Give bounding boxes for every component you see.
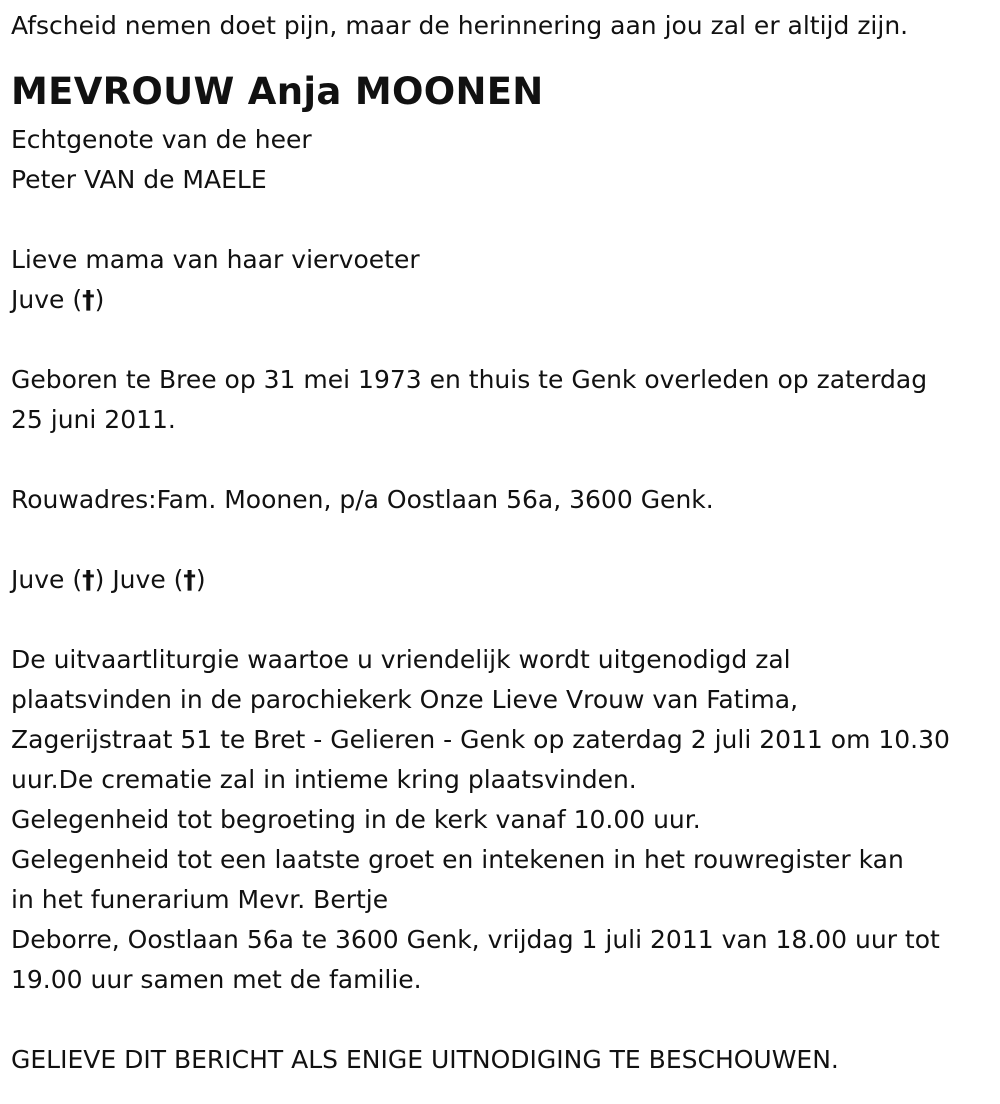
opening-quote: Afscheid nemen doet pijn, maar de herinnering aan jou zal er altijd zijn. — [11, 11, 909, 40]
spacer — [11, 600, 980, 640]
cross-icon: † — [82, 285, 95, 314]
spacer — [11, 440, 980, 480]
deceased-name: MEVROUW Anja MOONEN — [11, 70, 544, 113]
ceremony-line: Deborre, Oostlaan 56a te 3600 Genk, vrijdag 1 juli 2011 van 18.00 uur tot — [11, 925, 940, 954]
cross-icon: † — [82, 565, 95, 594]
pet-line-1: Lieve mama van haar viervoeter — [11, 245, 420, 274]
repeat-pet-line: Juve (†) Juve (†) — [11, 560, 980, 600]
closing-notice: GELIEVE DIT BERICHT ALS ENIGE UITNODIGING TE BESCHOUWEN. — [11, 1045, 839, 1074]
birth-death-line-1: Geboren te Bree op 31 mei 1973 en thuis te Genk overleden op zaterdag — [11, 365, 928, 394]
pet-name: Juve — [11, 285, 65, 314]
spacer — [11, 320, 980, 360]
ceremony-line: in het funerarium Mevr. Bertje — [11, 885, 389, 914]
spacer — [11, 200, 980, 240]
mourning-address: Rouwadres:Fam. Moonen, p/a Oostlaan 56a, 3600 Genk. — [11, 485, 714, 514]
birth-death-line-2: 25 juni 2011. — [11, 405, 176, 434]
cross-icon: † — [183, 565, 196, 594]
pet-name: Juve — [112, 565, 166, 594]
ceremony-line: plaatsvinden in de parochiekerk Onze Lieve Vrouw van Fatima, — [11, 685, 799, 714]
ceremony-line: De uitvaartliturgie waartoe u vriendelijk wordt uitgenodigd zal — [11, 645, 791, 674]
pet-name: Juve — [11, 565, 65, 594]
ceremony-line: Gelegenheid tot begroeting in de kerk vanaf 10.00 uur. — [11, 805, 701, 834]
ceremony-line: uur.De crematie zal in intieme kring plaatsvinden. — [11, 765, 637, 794]
spouse-line-2: Peter VAN de MAELE — [11, 165, 267, 194]
ceremony-details — [11, 640, 980, 1000]
spouse-line-1: Echtgenote van de heer — [11, 125, 312, 154]
spacer — [11, 520, 980, 560]
pet-line-2: Juve (†) — [11, 280, 980, 320]
spacer — [11, 1000, 980, 1040]
ceremony-line: Gelegenheid tot een laatste groet en intekenen in het rouwregister kan — [11, 845, 904, 874]
ceremony-line: 19.00 uur samen met de familie. — [11, 965, 422, 994]
ceremony-line: Zagerijstraat 51 te Bret - Gelieren - Genk op zaterdag 2 juli 2011 om 10.30 — [11, 725, 950, 754]
